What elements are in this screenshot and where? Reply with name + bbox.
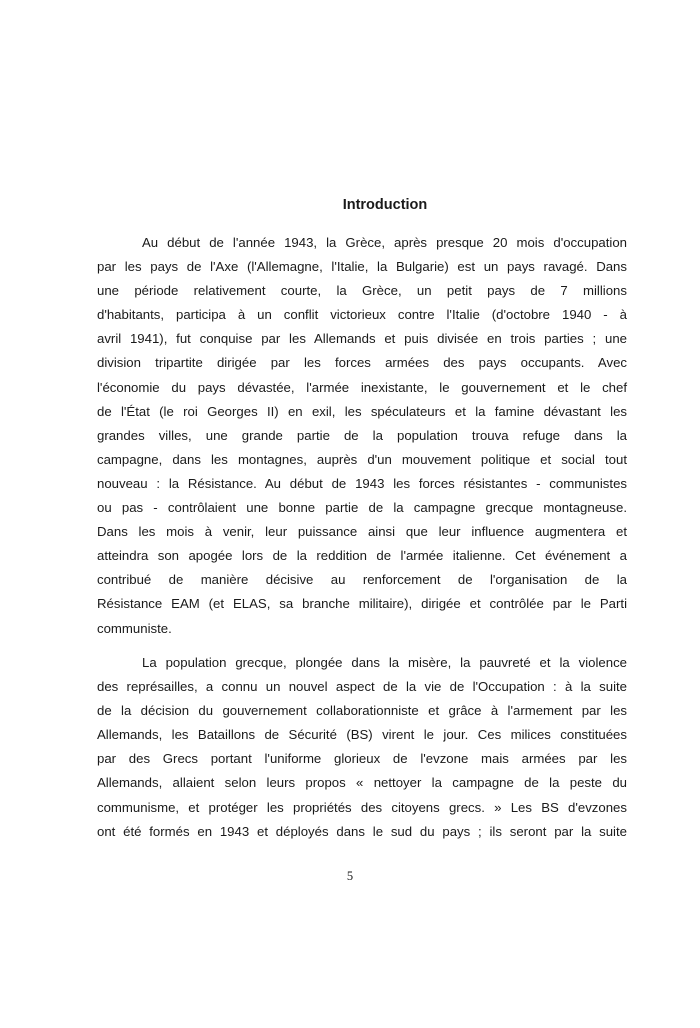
text-line: des représailles, a connu un nouvel aspect de la vie de l'Occupation : à la suite [97, 679, 627, 695]
paragraph-2 [97, 651, 627, 844]
text-line: avril 1941), fut conquise par les Allemands et puis divisée en trois parties ; une [97, 331, 627, 347]
text-line: communisme, et protéger les propriétés des citoyens grecs. » Les BS d'evzones [97, 799, 627, 815]
text-line: une période relativement courte, la Grèce, un petit pays de 7 millions [97, 283, 627, 299]
text-line: atteindra son apogée lors de la reddition de l'armée italienne. Cet événement a [97, 548, 627, 564]
text-line: contribué de manière décisive au renforcement de l'organisation de la [97, 572, 627, 588]
paragraph-1 [97, 231, 627, 641]
text-line: nouveau : la Résistance. Au début de 1943 les forces résistantes - communistes [97, 475, 627, 491]
text-line: Allemands, les Bataillons de Sécurité (BS) virent le jour. Ces milices constituées [97, 727, 627, 743]
text-line: par des Grecs portant l'uniforme glorieux de l'evzone mais armées par les [97, 751, 627, 767]
text-line: campagne, dans les montagnes, auprès d'un mouvement politique et social tout [97, 451, 627, 467]
text-line: de la décision du gouvernement collaborationniste et grâce à l'armement par les [97, 703, 627, 719]
text-line: d'habitants, participa à un conflit victorieux contre l'Italie (d'octobre 1940 - à [97, 307, 627, 323]
text-line: l'économie du pays dévastée, l'armée inexistante, le gouvernement et le chef [97, 379, 627, 395]
text-line: division tripartite dirigée par les forces armées des pays occupants. Avec [97, 355, 627, 371]
text-line: ont été formés en 1943 et déployés dans le sud du pays ; ils seront par la suite [97, 823, 627, 839]
section-title: Introduction [342, 197, 428, 213]
text-line: ou pas - contrôlaient une bonne partie de la campagne grecque montagneuse. [97, 500, 627, 516]
page-number: 5 [346, 869, 354, 883]
text-line: Dans les mois à venir, leur puissance ainsi que leur influence augmentera et [97, 524, 627, 540]
text-line: Au début de l'année 1943, la Grèce, après presque 20 mois d'occupation [142, 235, 627, 250]
text-line: grandes villes, une grande partie de la population trouva refuge dans la [97, 427, 627, 443]
text-line: Allemands, allaient selon leurs propos « nettoyer la campagne de la peste du [97, 775, 627, 791]
text-line: communiste. [97, 620, 172, 636]
text-line: Résistance EAM (et ELAS, sa branche militaire), dirigée et contrôlée par le Parti [97, 596, 627, 612]
text-line: par les pays de l'Axe (l'Allemagne, l'Italie, la Bulgarie) est un pays ravagé. Dans [97, 259, 627, 275]
text-line: de l'État (le roi Georges II) en exil, les spéculateurs et la famine dévastant les [97, 403, 627, 419]
text-line: La population grecque, plongée dans la misère, la pauvreté et la violence [142, 655, 627, 670]
